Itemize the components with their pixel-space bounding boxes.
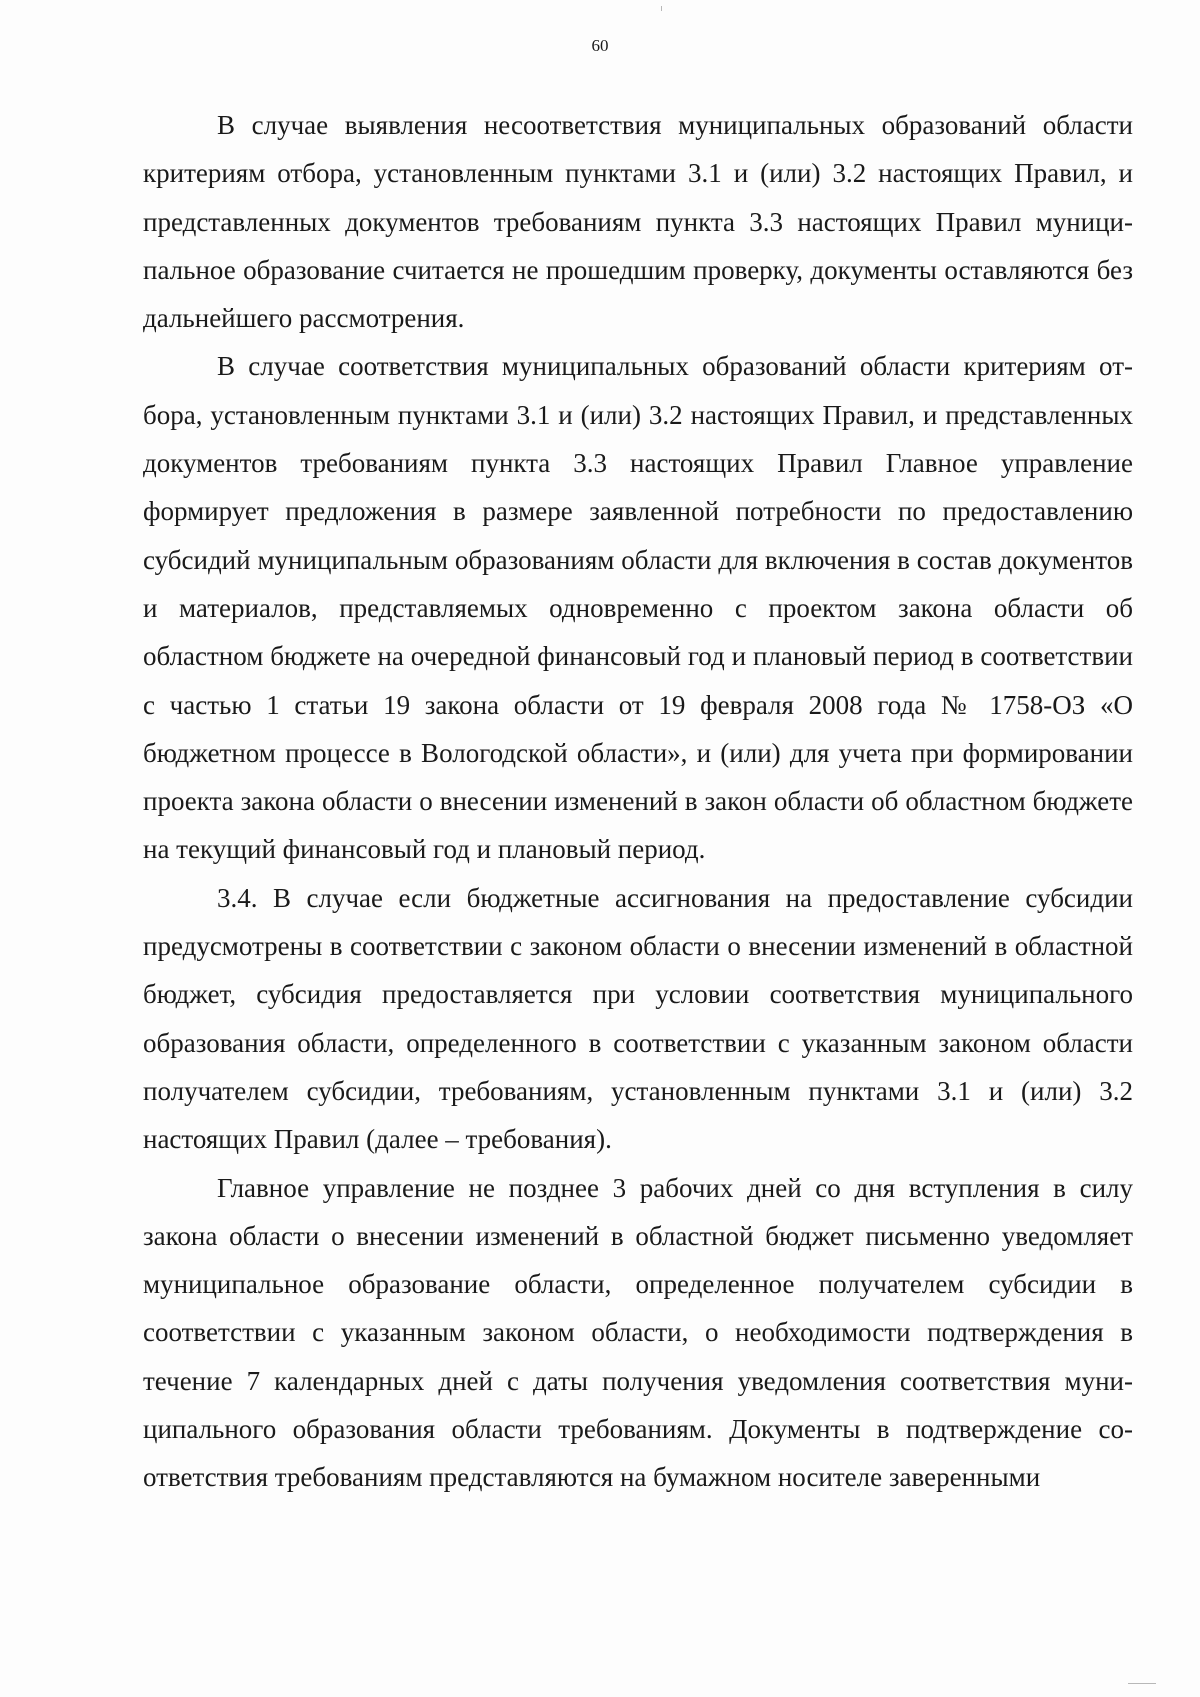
page-number: 60 — [591, 36, 609, 55]
scan-artifact — [1128, 1683, 1156, 1684]
paragraph: Главное управление не позднее 3 рабочих дней со дня вступления в силу закона области о внесении изменений в областной бюджет письменно уведомляет муниципальное образование области, определенное получателем субсидии в соответствии с указанным законом области, о необходимости подтверждения в течение 7 календарных дней с даты получения уведомления соответствия муниципального образования области требованиям. Документы в подтверждение соответствия требованиям представляются на бумажном носителе заверенными — [143, 1172, 1133, 1493]
paragraph: В случае соответствия муниципальных образований области критериям отбора, установленным пунктами 3.1 и (или) 3.2 настоящих Правил, и представленных документов требованиям пункта 3.3 настоящих Правил Главное управление формирует предложения в размере заявленной потребности по предоставлению субсидий муниципальным образованиям области для включения в состав документов и материалов, представляемых одновременно с проектом закона области об областном бюджете на очередной финансовый год и плановый период в соответствии с частью 1 статьи 19 закона области от 19 февраля 2008 года № 1758-ОЗ «О бюджетном процессе в Вологодской области», и (или) для учета при формировании проекта закона области о внесении изменений в закон области об областном бюджете на текущий финансовый год и плановый период. — [143, 351, 1133, 865]
scan-artifact — [661, 6, 662, 11]
paragraph: 3.4. В случае если бюджетные ассигнования на предоставление субсидии предусмотрены в соответствии с законом области о внесении изменений в областной бюджет, субсидия предоставляется при условии соответствия муниципального образования области, определенного в соответствии с указанным законом области получателем субсидии, требованиям, установленным пунктами 3.1 и (или) 3.2 настоящих Правил (далее – требования). — [143, 882, 1133, 1155]
paragraph: В случае выявления несоответствия муниципальных образований области критериям отбора, установленным пунктами 3.1 и (или) 3.2 настоящих Правил, и представленных документов требованиям пункта 3.3 настоящих Правил муниципальное образование считается не прошедшим проверку, документы оставляются без дальнейшего рассмотрения. — [143, 110, 1133, 334]
document-body — [143, 101, 1133, 1502]
